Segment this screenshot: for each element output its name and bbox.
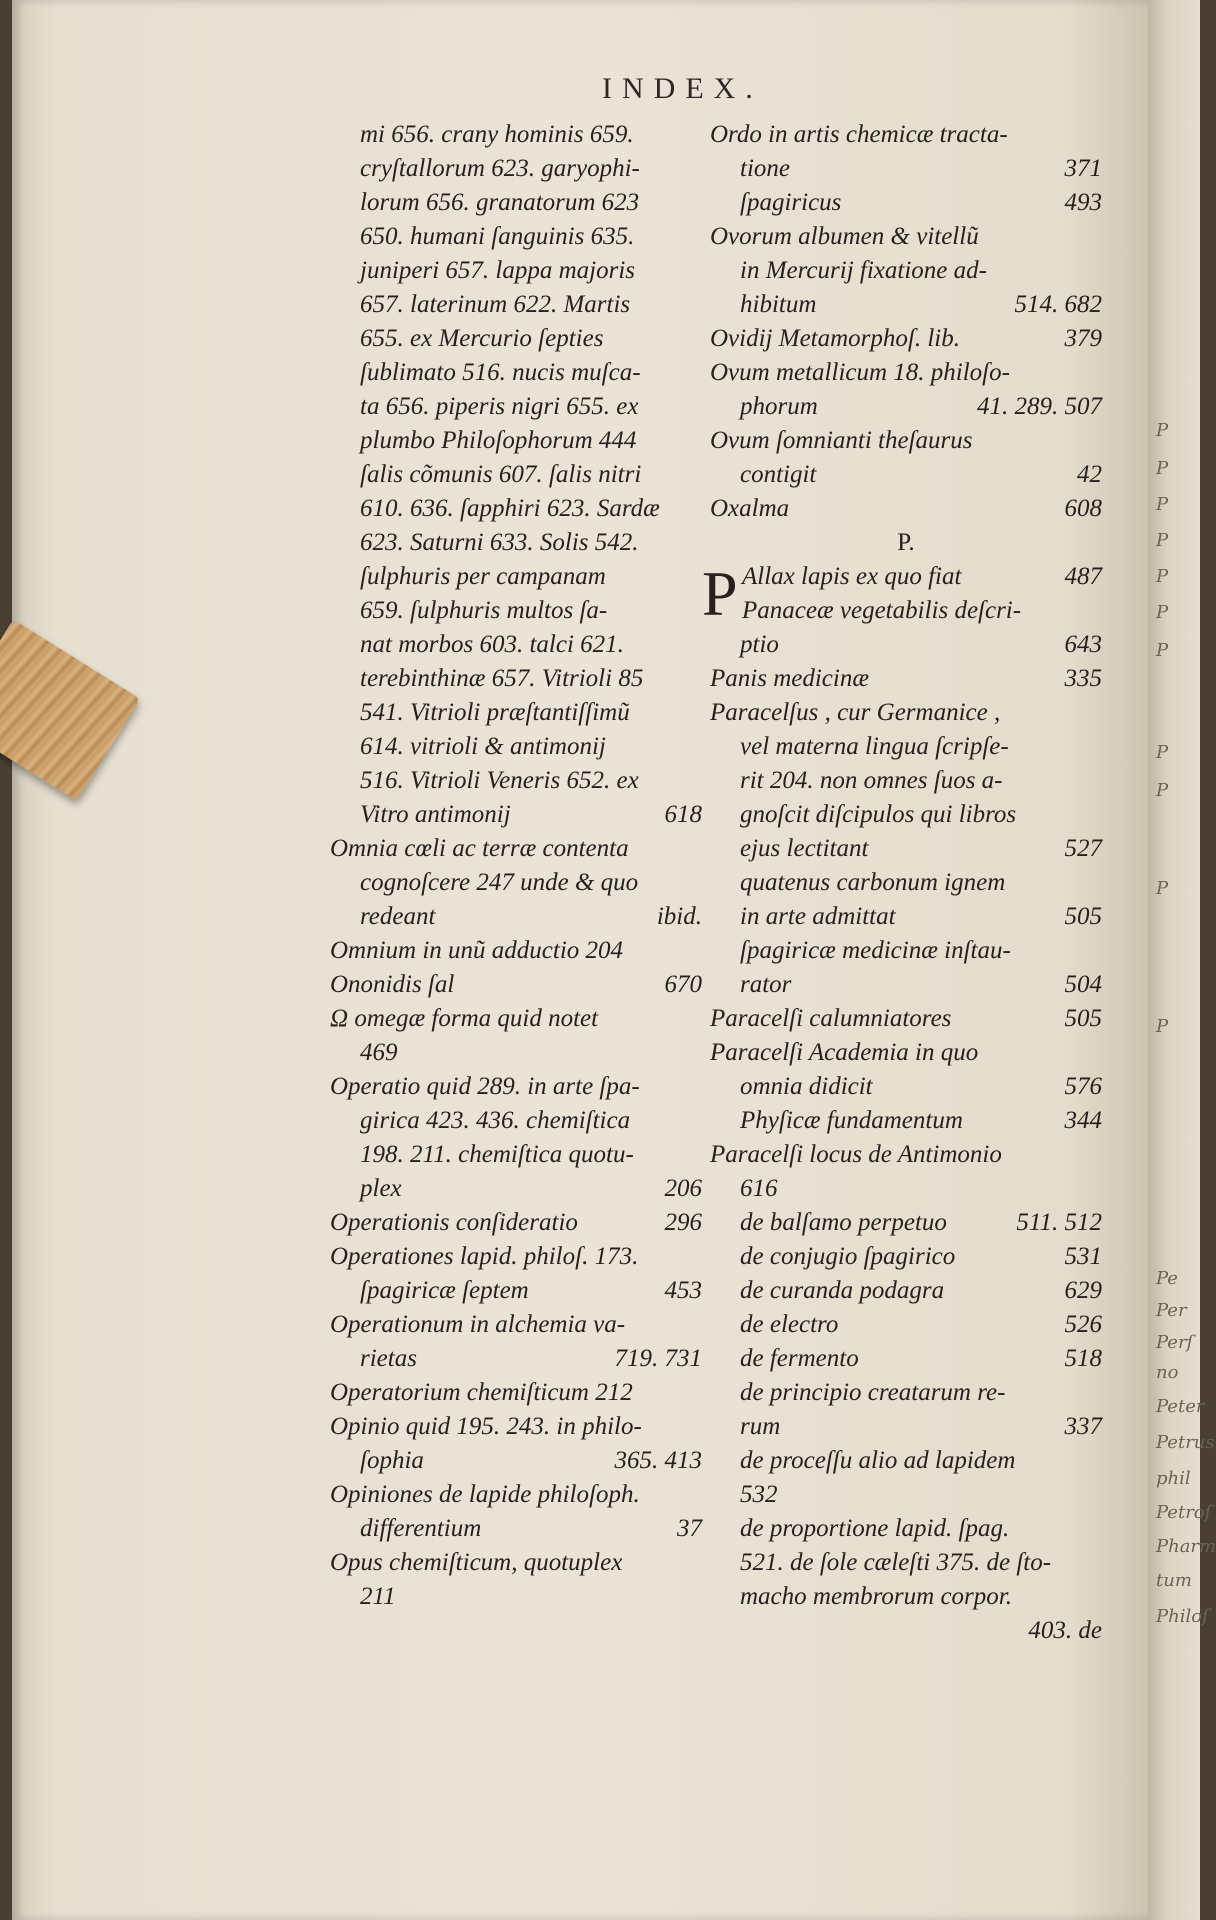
index-entry-text: cognoſcere 247 unde & quo (360, 869, 639, 896)
index-entry-text: Paracelſi Academia in quo (710, 1039, 979, 1066)
index-entry-text: Operationes lapid. philoſ. 173. (330, 1243, 639, 1270)
page-header: INDEX. (602, 72, 763, 105)
index-entry-text: Ovum ſomnianti theſaurus (710, 427, 973, 454)
index-entry-text: ſublimato 516. nucis muſca- (360, 359, 641, 386)
index-line (710, 424, 1102, 458)
index-entry-text: nat morbos 603. talci 621. (360, 631, 624, 658)
index-line (330, 1580, 702, 1614)
index-line (330, 152, 702, 186)
index-entry-text: contigit (740, 461, 817, 488)
index-page-ref: 379 (1064, 325, 1102, 352)
index-entry-text: ſulphuris per campanam (360, 563, 606, 590)
index-column-left (330, 118, 702, 1614)
index-page-ref: 629 (1064, 1277, 1102, 1304)
index-line (330, 798, 702, 832)
edge-fragment: P (1156, 742, 1169, 763)
index-entry-text: Omnia cœli ac terræ contenta (330, 835, 629, 862)
index-line (330, 254, 702, 288)
index-page-ref: 527 (1064, 835, 1102, 862)
edge-fragment: P (1156, 1016, 1169, 1037)
next-page-edge (1148, 0, 1216, 1920)
index-line (330, 458, 702, 492)
index-entry-text: plex (360, 1175, 402, 1202)
index-page-ref: 526 (1064, 1311, 1102, 1338)
index-line (330, 526, 702, 560)
index-page-ref: 576 (1064, 1073, 1102, 1100)
index-entry-text: in arte admittat (740, 903, 896, 930)
index-page-ref: 487 (1064, 563, 1102, 590)
index-entry-text: de proceſſu alio ad lapidem (740, 1447, 1016, 1474)
index-line (710, 526, 1102, 560)
index-line (710, 1342, 1102, 1376)
index-entry-text: Vitro antimonij (360, 801, 511, 828)
index-line (710, 1444, 1102, 1478)
edge-fragment: P (1156, 566, 1169, 587)
index-line (330, 322, 702, 356)
index-line (330, 118, 702, 152)
index-line (710, 322, 1102, 356)
index-page-ref: 453 (664, 1277, 702, 1304)
index-line (710, 968, 1102, 1002)
index-entry-text: hibitum (740, 291, 817, 318)
edge-fragment: P (1156, 530, 1169, 551)
index-line (710, 186, 1102, 220)
index-line (710, 900, 1102, 934)
index-page-ref: 504 (1064, 971, 1102, 998)
index-page-ref: 365. 413 (614, 1447, 702, 1474)
edge-fragment: Per (1156, 1300, 1187, 1321)
edge-fragment: Pe (1156, 1268, 1178, 1289)
index-entry-text: 521. de ſole cæleſti 375. de ſto- (740, 1549, 1052, 1576)
index-line (710, 220, 1102, 254)
index-page-ref: 371 (1064, 155, 1102, 182)
index-page-ref: ibid. (656, 903, 702, 930)
index-entry-text: redeant (360, 903, 436, 930)
index-line (330, 628, 702, 662)
index-line (710, 1172, 1102, 1206)
index-entry-text: Paracelſus , cur Germanice , (710, 699, 1001, 726)
index-page-ref: 37 (677, 1515, 702, 1542)
index-page-ref: 493 (1064, 189, 1102, 216)
index-line (330, 560, 702, 594)
index-page-ref: 403. de (1028, 1617, 1102, 1644)
index-entry-text: Omnium in unũ adductio 204 (330, 937, 624, 964)
index-entry-text: omnia didicit (740, 1073, 873, 1100)
index-entry-text: 623. Saturni 633. Solis 542. (360, 529, 639, 556)
index-line (710, 254, 1102, 288)
index-line (330, 424, 702, 458)
index-line (710, 390, 1102, 424)
index-entry-text: ta 656. piperis nigri 655. ex (360, 393, 639, 420)
index-entry-text: macho membrorum corpor. (740, 1583, 1012, 1610)
index-entry-text: rit 204. non omnes ſuos a- (740, 767, 1003, 794)
index-line (330, 1036, 702, 1070)
index-entry-text: differentium (360, 1515, 482, 1542)
edge-fragment: Peter (1156, 1396, 1205, 1417)
index-line (710, 1036, 1102, 1070)
index-entry-text: 516. Vitrioli Veneris 652. ex (360, 767, 639, 794)
edge-fragment: tum (1156, 1570, 1192, 1591)
index-line (710, 934, 1102, 968)
index-page-ref: 719. 731 (614, 1345, 702, 1372)
index-line (330, 594, 702, 628)
index-column-right (702, 118, 1102, 1648)
index-entry-text: Ononidis ſal (330, 971, 455, 998)
index-page-ref: 505 (1064, 1005, 1102, 1032)
index-line (710, 1240, 1102, 1274)
index-line (330, 1206, 702, 1240)
index-entry-text: de conjugio ſpagirico (740, 1243, 956, 1270)
index-page-ref: 335 (1064, 665, 1102, 692)
index-line (330, 492, 702, 526)
index-page-ref: 518 (1064, 1345, 1102, 1372)
index-page-ref: 670 (664, 971, 702, 998)
index-page-ref: 344 (1064, 1107, 1102, 1134)
index-entry-text: vel materna lingua ſcripſe- (740, 733, 1009, 760)
edge-fragment: Petroſ (1156, 1502, 1212, 1523)
index-entry-text: 211 (360, 1583, 396, 1610)
index-line (710, 832, 1102, 866)
index-entry-text: ptio (740, 631, 779, 658)
index-entry-text: lorum 656. granatorum 623 (360, 189, 640, 216)
index-line (710, 152, 1102, 186)
index-entry-text: plumbo Philoſophorum 444 (360, 427, 637, 454)
index-line (710, 628, 1102, 662)
index-page-ref: 531 (1064, 1243, 1102, 1270)
index-line (330, 390, 702, 424)
edge-fragment: Pharm (1156, 1536, 1216, 1557)
index-entry-text: Ω omegæ forma quid notet (330, 1005, 599, 1032)
index-line (330, 1342, 702, 1376)
index-entry-text: Opiniones de lapide philoſoph. (330, 1481, 640, 1508)
index-entry-text: 650. humani ſanguinis 635. (360, 223, 635, 250)
index-line (710, 1546, 1102, 1580)
index-entry-text: ejus lectitant (740, 835, 869, 862)
book-page (12, 0, 1160, 1920)
index-line (710, 1070, 1102, 1104)
index-page-ref: 511. 512 (1016, 1209, 1102, 1236)
index-entry-text: mi 656. crany hominis 659. (360, 121, 634, 148)
index-line (710, 356, 1102, 390)
index-line (710, 1206, 1102, 1240)
edge-fragment: P (1156, 780, 1169, 801)
index-line (710, 662, 1102, 696)
index-entry-text: Paracelſi calumniatores (710, 1005, 952, 1032)
index-entry-text: de balſamo perpetuo (740, 1209, 947, 1236)
index-line (330, 186, 702, 220)
index-line (710, 1410, 1102, 1444)
index-entry-text: Operationis conſideratio (330, 1209, 578, 1236)
index-entry-text: cryſtallorum 623. garyophi- (360, 155, 640, 182)
index-entry-text: Panis medicinæ (710, 665, 870, 692)
index-entry-text: Ovidij Metamorphoſ. lib. (710, 325, 960, 352)
index-entry-text: de fermento (740, 1345, 859, 1372)
edge-fragment: P (1156, 602, 1169, 623)
index-line (710, 1104, 1102, 1138)
index-line (330, 1172, 702, 1206)
edge-fragment: no (1156, 1362, 1179, 1383)
index-entry-text: gnoſcit diſcipulos qui libros (740, 801, 1017, 828)
index-line (710, 1002, 1102, 1036)
index-entry-text: girica 423. 436. chemiſtica (360, 1107, 631, 1134)
edge-fragment: Petrus (1156, 1432, 1215, 1453)
index-entry-text: ſpagiricus (740, 189, 842, 216)
index-line (330, 1138, 702, 1172)
index-page-ref: 505 (1064, 903, 1102, 930)
index-line (710, 1478, 1102, 1512)
index-entry-text: Operatio quid 289. in arte ſpa- (330, 1073, 640, 1100)
index-line (330, 1002, 702, 1036)
index-entry-text: Allax lapis ex quo fiat (742, 563, 962, 590)
index-entry-text: 541. Vitrioli præſtantiſſimũ (360, 699, 630, 726)
index-page-ref: 206 (664, 1175, 702, 1202)
index-line (330, 662, 702, 696)
index-line (330, 832, 702, 866)
index-line (330, 1546, 702, 1580)
index-entry-text: Opinio quid 195. 243. in philo- (330, 1413, 642, 1440)
index-page-ref: 643 (1064, 631, 1102, 658)
index-line (710, 1308, 1102, 1342)
index-line (330, 1444, 702, 1478)
index-line (330, 356, 702, 390)
index-line (710, 1512, 1102, 1546)
index-entry-text: Operatorium chemiſticum 212 (330, 1379, 633, 1406)
index-line (330, 1104, 702, 1138)
index-page-ref: 337 (1064, 1413, 1102, 1440)
edge-fragment: P (1156, 458, 1169, 479)
index-entry-text: Operationum in alchemia va- (330, 1311, 626, 1338)
index-line (710, 458, 1102, 492)
index-entry-text: 614. vitrioli & antimonij (360, 733, 606, 760)
edge-fragment: phil (1156, 1468, 1191, 1489)
edge-fragment: Philoſ (1156, 1606, 1209, 1627)
index-entry-text: ſpagiricæ ſeptem (360, 1277, 529, 1304)
index-line (330, 1070, 702, 1104)
index-line (710, 1138, 1102, 1172)
index-line (330, 968, 702, 1002)
index-line (330, 1512, 702, 1546)
index-entry-text: 469 (360, 1039, 398, 1066)
index-entry-text: 657. laterinum 622. Martis (360, 291, 631, 318)
index-entry-text: 616 (740, 1175, 778, 1202)
edge-fragment: P (1156, 878, 1169, 899)
index-entry-text: Opus chemiſticum, quotuplex (330, 1549, 623, 1576)
index-line (330, 900, 702, 934)
index-line (330, 1410, 702, 1444)
index-entry-text: 610. 636. ſapphiri 623. Sardæ (360, 495, 660, 522)
index-line (710, 764, 1102, 798)
index-line (710, 1580, 1102, 1614)
index-line (710, 798, 1102, 832)
index-entry-text: tione (740, 155, 790, 182)
edge-fragment: P (1156, 420, 1169, 441)
index-entry-text: rator (740, 971, 792, 998)
index-line (330, 764, 702, 798)
index-line (710, 492, 1102, 526)
index-entry-text: de curanda podagra (740, 1277, 945, 1304)
index-entry-text: Paracelſi locus de Antimonio (710, 1141, 1002, 1168)
index-entry-text: in Mercurij fixatione ad- (740, 257, 987, 284)
index-page-ref: 608 (1064, 495, 1102, 522)
index-entry-text: quatenus carbonum ignem (740, 869, 1006, 896)
index-entry-text: de proportione lapid. ſpag. (740, 1515, 1010, 1542)
index-line (710, 730, 1102, 764)
index-entry-text: terebinthinæ 657. Vitrioli 85 (360, 665, 644, 692)
edge-fragment: Perſ (1156, 1332, 1194, 1353)
index-line (330, 288, 702, 322)
edge-fragment: P (1156, 494, 1169, 515)
index-entry-text: P. (897, 529, 915, 556)
index-entry-text: ſalis cõmunis 607. ſalis nitri (360, 461, 642, 488)
index-entry-text: 532 (740, 1481, 778, 1508)
index-entry-text: juniperi 657. lappa majoris (360, 257, 636, 284)
index-line (330, 696, 702, 730)
drop-cap: P (702, 558, 738, 629)
index-entry-text: de principio creatarum re- (740, 1379, 1006, 1406)
index-entry-text: ſophia (360, 1447, 424, 1474)
index-entry-text: Phyſicæ fundamentum (740, 1107, 963, 1134)
index-line (330, 934, 702, 968)
index-line (710, 1614, 1102, 1648)
index-line (710, 288, 1102, 322)
index-page-ref: 296 (664, 1209, 702, 1236)
index-page-ref: 41. 289. 507 (977, 393, 1102, 420)
index-entry-text: Oxalma (710, 495, 790, 522)
index-entry-text: Ordo in artis chemicæ tracta- (710, 121, 1008, 148)
index-page-ref: 42 (1077, 461, 1102, 488)
index-entry-text: 198. 211. chemiſtica quotu- (360, 1141, 634, 1168)
index-line (330, 866, 702, 900)
index-line (330, 1308, 702, 1342)
index-line (330, 1376, 702, 1410)
index-line (710, 1274, 1102, 1308)
index-entry-text: rum (740, 1413, 781, 1440)
index-line (330, 220, 702, 254)
index-entry-text: 659. ſulphuris multos ſa- (360, 597, 608, 624)
index-entry-text: de electro (740, 1311, 839, 1338)
index-entry-text: rietas (360, 1345, 417, 1372)
index-page-ref: 618 (664, 801, 702, 828)
index-entry-text: Ovum metallicum 18. philoſo- (710, 359, 1010, 386)
index-line (330, 1478, 702, 1512)
index-entry-text: ſpagiricæ medicinæ inſtau- (740, 937, 1011, 964)
index-line (710, 866, 1102, 900)
index-line (330, 1240, 702, 1274)
index-entry-text: 655. ex Mercurio ſepties (360, 325, 604, 352)
index-line (710, 118, 1102, 152)
index-entry-text: Panaceæ vegetabilis deſcri- (742, 597, 1022, 624)
index-page-ref: 514. 682 (1014, 291, 1102, 318)
index-line (710, 1376, 1102, 1410)
index-entry-text: Ovorum albumen & vitellũ (710, 223, 979, 250)
edge-fragment: P (1156, 640, 1169, 661)
index-line (710, 696, 1102, 730)
index-line (330, 1274, 702, 1308)
index-line (330, 730, 702, 764)
index-line (710, 594, 1102, 628)
index-entry-text: phorum (740, 393, 818, 420)
